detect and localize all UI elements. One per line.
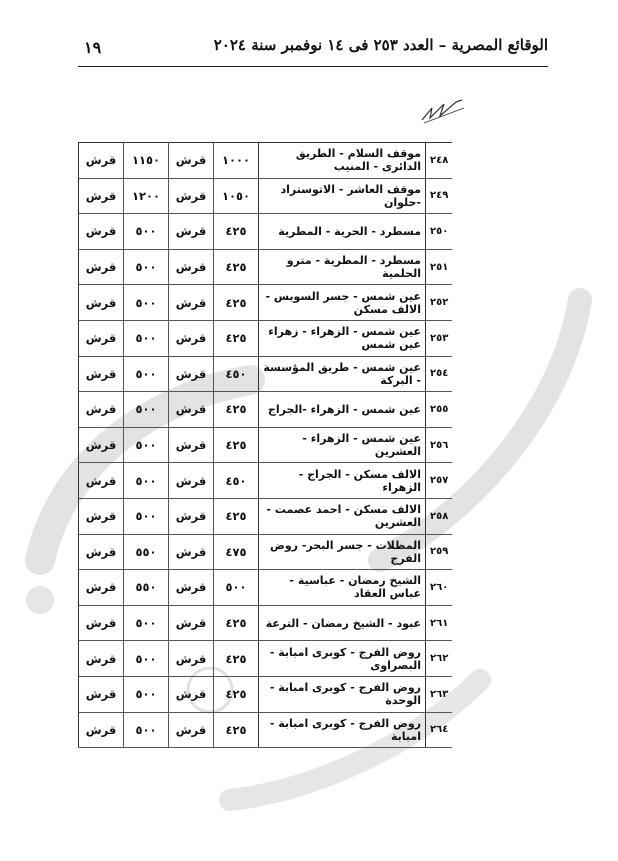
row-number: ٢٥٤ [426,356,453,392]
fare-unit: قرش [169,676,214,712]
table-row [79,320,453,356]
fare-value: ٥٠٠ [214,570,259,606]
fare-value: ٤٢٥ [214,498,259,534]
fare-value: ٤٢٥ [214,605,259,641]
fare-value: ١٠٥٠ [214,178,259,214]
route-name: موقف السلام - الطريق الدائرى - المنيب [259,143,426,179]
fare-unit: قرش [169,214,214,250]
row-number: ٢٥٦ [426,427,453,463]
table-row [79,249,453,285]
fare-unit: قرش [169,534,214,570]
new-fare-value: ٥٠٠ [124,356,169,392]
new-fare-value: ٥٠٠ [124,676,169,712]
table-row [79,676,453,712]
new-fare-value: ٥٠٠ [124,463,169,499]
route-name: الشيخ رمضان - عباسية - عباس العقاد [259,570,426,606]
route-name: الالف مسكن - الجراج - الزهراء [259,463,426,499]
row-number: ٢٤٨ [426,143,453,179]
route-name: عين شمس - جسر السويس - الالف مسكن [259,285,426,321]
row-number: ٢٦٢ [426,641,453,677]
table-row [79,712,453,748]
route-name: روض الفرج - كوبرى امبابة - الوحدة [259,676,426,712]
fare-value: ٤٢٥ [214,285,259,321]
new-fare-value: ٥٥٠ [124,534,169,570]
route-name: عين شمس - طريق المؤسسة - البركة [259,356,426,392]
route-name: عبود - الشيخ رمضان - الترعة [259,605,426,641]
table-row [79,285,453,321]
table-row [79,143,453,179]
fare-unit: قرش [169,427,214,463]
new-fare-value: ٥٠٠ [124,392,169,428]
new-fare-value: ٥٠٠ [124,285,169,321]
header-rule [78,66,548,67]
row-number: ٢٥٥ [426,392,453,428]
table-row [79,641,453,677]
fare-unit: قرش [169,605,214,641]
new-fare-unit: قرش [79,605,124,641]
fare-unit: قرش [169,285,214,321]
new-fare-unit: قرش [79,712,124,748]
row-number: ٢٦٤ [426,712,453,748]
route-name: المظلات - جسر البحر- روض الفرج [259,534,426,570]
fare-unit: قرش [169,498,214,534]
route-name: مسطرد - الحرية - المطرية [259,214,426,250]
new-fare-unit: قرش [79,356,124,392]
route-name: عين شمس - الزهراء -الجراج [259,392,426,428]
new-fare-unit: قرش [79,285,124,321]
row-number: ٢٥٣ [426,320,453,356]
fares-table [78,142,452,748]
fare-value: ٤٢٥ [214,320,259,356]
row-number: ٢٥٧ [426,463,453,499]
route-name: عين شمس - الزهراء - زهراء عين شمس [259,320,426,356]
table-row [79,178,453,214]
handwritten-signature [418,96,468,126]
fare-value: ٤٢٥ [214,427,259,463]
route-name: مسطرد - المطرية - مترو الحلمية [259,249,426,285]
route-name: عين شمس - الزهراء - العشرين [259,427,426,463]
table-row [79,570,453,606]
new-fare-unit: قرش [79,320,124,356]
new-fare-unit: قرش [79,249,124,285]
fare-value: ٤٥٠ [214,463,259,499]
row-number: ٢٥٨ [426,498,453,534]
table-row [79,463,453,499]
new-fare-unit: قرش [79,534,124,570]
new-fare-unit: قرش [79,178,124,214]
new-fare-unit: قرش [79,570,124,606]
fare-unit: قرش [169,143,214,179]
page-number: ١٩ [84,38,102,57]
new-fare-value: ٥٠٠ [124,320,169,356]
fare-value: ٤٧٥ [214,534,259,570]
new-fare-value: ١٢٠٠ [124,178,169,214]
row-number: ٢٥٩ [426,534,453,570]
new-fare-unit: قرش [79,143,124,179]
header-title: الوقائع المصرية – العدد ٢٥٣ فى ١٤ نوفمبر سنة ٢٠٢٤ [213,36,548,54]
route-name: روض الفرج - كوبرى امبابة - امبابة [259,712,426,748]
route-name: الالف مسكن - احمد عصمت - العشرين [259,498,426,534]
fare-value: ٤٢٥ [214,392,259,428]
table-row [79,214,453,250]
new-fare-value: ٥٠٠ [124,427,169,463]
fare-value: ١٠٠٠ [214,143,259,179]
row-number: ٢٥٢ [426,285,453,321]
new-fare-value: ٥٠٠ [124,249,169,285]
fare-value: ٤٢٥ [214,214,259,250]
table-row [79,392,453,428]
new-fare-value: ٥٥٠ [124,570,169,606]
fare-unit: قرش [169,570,214,606]
route-name: روض الفرج - كوبرى امبابة - البصراوى [259,641,426,677]
fare-unit: قرش [169,641,214,677]
fare-unit: قرش [169,712,214,748]
new-fare-unit: قرش [79,498,124,534]
fare-unit: قرش [169,463,214,499]
fare-unit: قرش [169,392,214,428]
row-number: ٢٦٠ [426,570,453,606]
new-fare-unit: قرش [79,676,124,712]
new-fare-value: ٥٠٠ [124,214,169,250]
fare-value: ٤٥٠ [214,356,259,392]
table-row [79,605,453,641]
fare-unit: قرش [169,178,214,214]
new-fare-unit: قرش [79,392,124,428]
new-fare-value: ٥٠٠ [124,605,169,641]
route-name: موقف العاشر - الاتوستراد -حلوان [259,178,426,214]
new-fare-unit: قرش [79,427,124,463]
fare-unit: قرش [169,356,214,392]
new-fare-value: ٥٠٠ [124,641,169,677]
table-row [79,498,453,534]
row-number: ٢٥١ [426,249,453,285]
new-fare-value: ٥٠٠ [124,712,169,748]
fare-value: ٤٢٥ [214,712,259,748]
row-number: ٢٦٣ [426,676,453,712]
row-number: ٢٤٩ [426,178,453,214]
table-row [79,356,453,392]
page-header [78,34,548,62]
fare-value: ٤٢٥ [214,641,259,677]
row-number: ٢٦١ [426,605,453,641]
new-fare-value: ١١٥٠ [124,143,169,179]
new-fare-unit: قرش [79,463,124,499]
row-number: ٢٥٠ [426,214,453,250]
fare-value: ٤٢٥ [214,249,259,285]
fare-unit: قرش [169,320,214,356]
fare-unit: قرش [169,249,214,285]
table-row [79,534,453,570]
new-fare-unit: قرش [79,214,124,250]
new-fare-unit: قرش [79,641,124,677]
new-fare-value: ٥٠٠ [124,498,169,534]
fare-value: ٤٢٥ [214,676,259,712]
table-row [79,427,453,463]
